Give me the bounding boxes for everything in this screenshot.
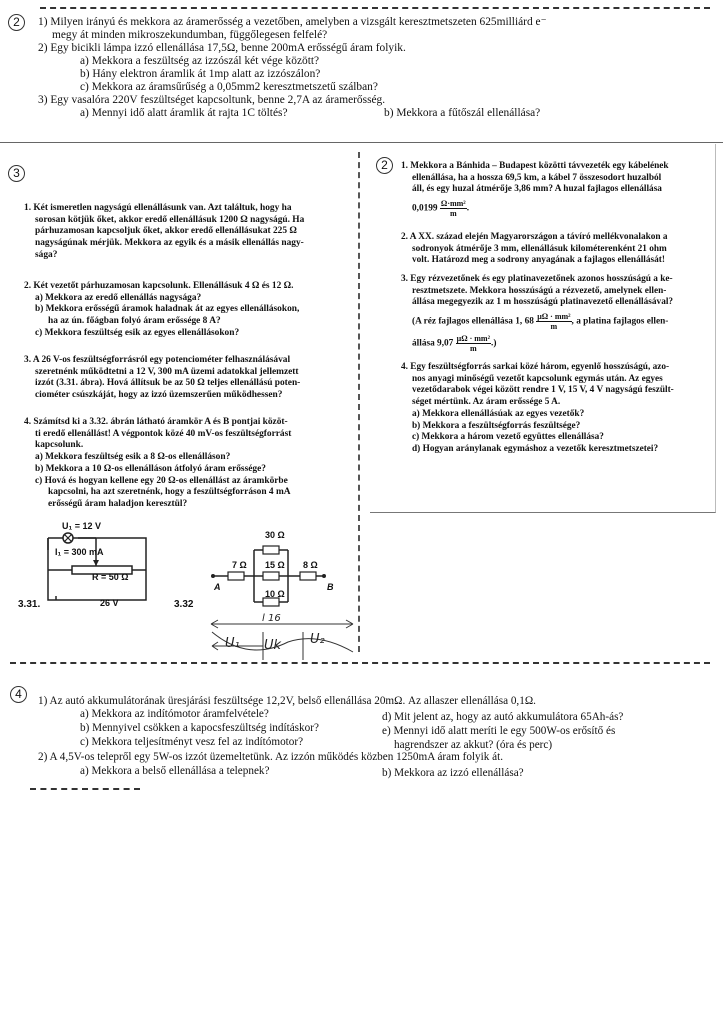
text: (A réz fajlagos ellenállása 1, 68	[412, 316, 534, 327]
text-line: séget mértünk. Az áram erőssége 5 A.	[412, 397, 561, 408]
sheet1-question-b: b) Mekkora a fűtőszál ellenállása?	[384, 107, 541, 119]
sheet1-line: 3) Egy vasalóra 220V feszültséget kapcsoltunk, benne 2,7A az áramerősség.	[38, 94, 386, 106]
cut-line-vertical	[358, 152, 360, 652]
sheet1-line	[38, 107, 547, 120]
sheet4-q1d: d) Mit jelent az, hogy az autó akkumulátora 65Ah-ás?	[382, 711, 624, 723]
text-line: 4. Számítsd ki a 3.32. ábrán látható áramkör A és B pontjai közöt-	[24, 417, 288, 427]
text-line: 3. A 26 V-os feszültségforrásról egy potenciométer felhasználásával	[24, 355, 291, 365]
text-line: ellenállása, ha a hossza 69,5 km, a kábel 7 összesodort huzalból	[412, 172, 662, 183]
text-line: c) Mekkora a három vezető együttes ellenállása?	[412, 432, 604, 443]
text-line: ciométer csúszkáját, hogy az izzó üzemszerűen működhessen?	[35, 390, 283, 401]
hand-label-top: l 16	[262, 613, 281, 624]
sheet4-q1b: b) Mennyivel csökken a kapocsfeszültség indításkor?	[80, 722, 319, 734]
text: , a platina fajlagos ellen-	[571, 316, 669, 327]
cut-line-middle	[10, 662, 710, 664]
text-line: b) Mekkora erősségű áramok haladnak át az egyes ellenállásokon,	[35, 304, 300, 315]
text-line: c) Hová és hogyan kellene egy 20 Ω-os ellenállást az áramkörbe	[35, 475, 288, 486]
sheet2-q3	[24, 355, 300, 402]
text-line: a) Mekkora az eredő ellenállás nagysága?	[35, 292, 202, 303]
text-line: 2. A XX. század elején Magyarországon a távíró mellékvonalakon a	[401, 232, 668, 242]
text-line: a) Mekkora ellenállásúak az egyes vezetők?	[412, 408, 585, 419]
text-line: b) Mekkora a 10 Ω-os ellenálláson átfolyó áram erőssége?	[35, 463, 266, 474]
sheet1-block	[38, 16, 547, 120]
sheet1-bottom-line	[0, 142, 723, 143]
label-u1: U₁ = 12 V	[62, 521, 101, 531]
section-number-circle: 4	[10, 686, 27, 703]
unit-num: μΩ · mm²	[537, 312, 571, 322]
unit-den: m	[469, 344, 477, 354]
sheet3-q1	[401, 161, 669, 218]
label-r10: 10 Ω	[265, 589, 285, 599]
hand-label-uk: Uk	[264, 638, 282, 653]
cut-line-bottom	[30, 788, 140, 790]
text-line: szeretnénk működtetni a 12 V, 300 mA üzemi adatokkal jellemzett	[35, 366, 299, 377]
sheet1-line: a) Mekkora a feszültség az izzószál két vége között?	[80, 55, 320, 67]
text-line: sorosan kötjük őket, akkor eredő ellenállásuk 1200 Ω nagyságú. Ha	[35, 214, 305, 225]
sheet4-q1e: e) Mennyi idő alatt meríti le egy 500W-os erősítő és	[382, 725, 616, 737]
value: 0,0199	[412, 203, 438, 214]
text-line: kapcsolunk.	[35, 440, 84, 451]
text-line: nos anyagi minőségű vezetőt kapcsolunk egymás után. Az egyes	[412, 373, 663, 384]
sheet4-q2: 2) A 4,5V-os telepről egy 5W-os izzót üzemeltetünk. Az izzón működés közben 1250mA áram folyik át.	[38, 751, 504, 763]
text-line: nagyságúnak mérjük. Mekkora az egyik és a másik ellenállás nagy-	[35, 238, 304, 249]
sheet3-q2	[401, 232, 668, 267]
sheet3-q3	[401, 274, 673, 353]
unit-den: m	[550, 322, 558, 332]
text-line: izzót (3.31. ábra). Hová állítsuk be az 50 Ω teljes ellenállású poten-	[35, 378, 301, 389]
figure-label: 3.31.	[18, 599, 41, 610]
text-line: 1. Két ismeretlen nagyságú ellenállásunk van. Azt találtuk, hogy ha	[24, 203, 292, 213]
sheet4-q1: 1) Az autó akkumulátorának üresjárási feszültsége 12,2V, belső ellenállása 20mΩ. Az allaszer ellenállása 0,1Ω.	[38, 695, 536, 707]
sheet2-q4	[24, 417, 291, 511]
sheet4-q1c: c) Mekkora teljesítményt vesz fel az indítómotor?	[80, 736, 304, 748]
cut-line-top	[40, 7, 710, 9]
hand-label-u1: U₁	[225, 636, 240, 651]
unit-num: Ω·mm²	[440, 199, 466, 209]
text-line: 3. Egy rézvezetőnek és egy platinavezetőnek azonos hosszúságú a ke-	[401, 274, 673, 284]
text-line: d) Hogyan aránylanak egymáshoz a vezetők keresztmetszetei?	[412, 443, 659, 454]
sheet1-line: megy át minden mikroszekundumban, függőlegesen felfelé?	[52, 29, 328, 41]
text: .)	[491, 338, 497, 349]
text-line: 0,0199 $\frac{\text{Ω·mm²}}{m}$ .	[412, 199, 470, 219]
text: állása 9,07	[412, 338, 454, 349]
text-line: erősségű áram haladjon keresztül?	[48, 498, 188, 509]
unit-fraction	[456, 334, 491, 353]
text-line: ha az ún. főágban folyó áram erőssége 8 A?	[48, 316, 221, 327]
sheet1-line: 1) Milyen irányú és mekkora az áramerősség a vezetőben, amelyben a vizsgált keresztmetszeten 625milliárd e⁻	[38, 16, 547, 28]
label-voltage: 26 V	[100, 598, 119, 608]
section-number-circle: 2	[8, 14, 25, 31]
label-b: B	[327, 582, 334, 592]
unit-fraction	[440, 199, 467, 218]
text-line: sodronyok átmérője 3 mm, ellenállásuk kilométerenként 21 ohm	[412, 243, 667, 254]
label-r: R = 50 Ω	[92, 572, 129, 582]
text-line: áll, és egy huzal átmérője 3,86 mm? A huzal fajlagos ellenállása	[412, 184, 662, 195]
sheet2-q1	[24, 203, 304, 262]
label-i1: I₁ = 300 mA	[55, 547, 104, 557]
sheet4-q1a: a) Mekkora az indítómotor áramfelvétele?	[80, 708, 269, 720]
text-line: 1. Mekkora a Bánhida – Budapest közötti távvezeték egy kábelének	[401, 161, 669, 171]
sheet4-q2a: a) Mekkora a belső ellenállása a telepnek?	[80, 765, 270, 777]
unit-num: μΩ · mm²	[456, 334, 490, 344]
sheet1-line: c) Mekkora az áramsűrűség a 0,05mm2 keresztmetszetű szálban?	[80, 81, 378, 93]
label-r30: 30 Ω	[265, 530, 285, 540]
text-line: volt. Határozd meg a sodrony anyagának a fajlagos ellenállását!	[412, 255, 665, 266]
label-a: A	[214, 582, 221, 592]
text-line: sága?	[35, 249, 58, 260]
text-line: kapcsolni, ha azt szeretnénk, hogy a feszültségforráson 4 mA	[48, 487, 291, 498]
label-r7: 7 Ω	[232, 560, 247, 570]
sheet2-q2	[24, 281, 299, 340]
sheet4-q2b: b) Mekkora az izzó ellenállása?	[382, 767, 524, 779]
label-r8: 8 Ω	[303, 560, 318, 570]
sheet1-line: 2) Egy bicikli lámpa izzó ellenállása 17,5Ω, benne 200mA erősségű áram folyik.	[38, 42, 406, 54]
section-number-circle: 2	[376, 157, 393, 174]
text-line: resztmetszete. Mekkora hosszúságú a rézvezető, amelynek ellen-	[412, 285, 667, 296]
unit-fraction	[536, 312, 571, 331]
text-line	[401, 334, 673, 353]
text-line: párhuzamosan kapcsoljuk őket, akkor eredő ellenállásukat 225 Ω	[35, 226, 297, 237]
hand-label-u2: U₂	[310, 632, 325, 647]
label-r15: 15 Ω	[265, 560, 285, 570]
text-line: vezetődarabok végei között rendre 1 V, 15 V, 4 V nagyságú feszült-	[412, 385, 674, 396]
sheet1-line: b) Hány elektron áramlik át 1mp alatt az izzószálon?	[80, 68, 321, 80]
section-number-circle: 3	[8, 165, 25, 182]
text-line	[401, 312, 673, 331]
figure-label: 3.32	[174, 599, 194, 610]
sheet4-q1e2: hagrendszer az akkut? (óra és perc)	[394, 739, 553, 751]
text-line: 2. Két vezetőt párhuzamosan kapcsolunk. Ellenállásuk 4 Ω és 12 Ω.	[24, 281, 294, 291]
sheet1-question-a: a) Mennyi idő alatt áramlik át rajta 1C töltés?	[80, 107, 288, 119]
text-line: 4. Egy feszültségforrás sarkai közé három, egyenlő hosszúságú, azo-	[401, 362, 670, 372]
text-line: b) Mekkora a feszültségforrás feszültsége?	[412, 420, 581, 431]
text-line: állása megegyezik az 1 m hosszúságú platinavezető ellenállásával?	[412, 297, 674, 308]
text-line: ti eredő ellenállást! A végpontok közé 40 mV-os feszültségforrást	[35, 428, 292, 439]
text-line: c) Mekkora feszültség esik az egyes ellenállásokon?	[35, 327, 240, 338]
sheet3-q4	[401, 362, 674, 456]
text-line: a) Mekkora feszültség esik a 8 Ω-os ellenálláson?	[35, 452, 231, 463]
unit-den: m	[449, 209, 457, 219]
